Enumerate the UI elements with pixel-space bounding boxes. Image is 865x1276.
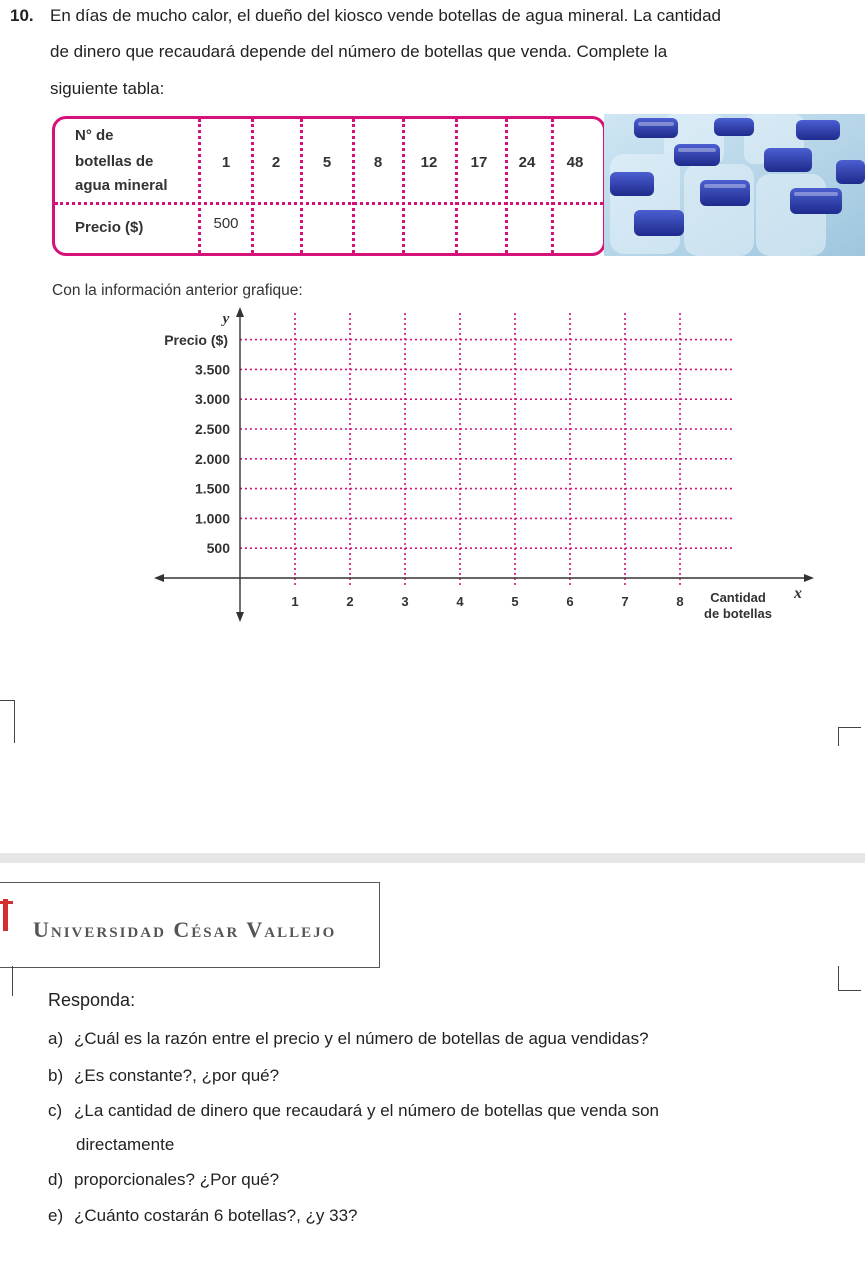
question-c [48,1101,659,1121]
crop-mark [0,966,13,996]
question-text: ¿Cuánto costarán 6 botellas?, ¿y 33? [74,1206,358,1225]
question-d [48,1170,279,1190]
table-col-divider [455,119,458,253]
table-cell-bottles: 48 [566,154,584,171]
question-letter: d) [48,1170,64,1189]
y-tick-label: 3.500 [194,361,230,378]
y-tick-label: 2.500 [194,421,230,437]
water-bottles-photo [604,114,865,256]
table-cell-bottles: 2 [271,154,281,171]
question-letter: e) [48,1206,64,1225]
question-e [48,1206,358,1226]
logo-mark-icon [0,901,13,904]
y-axis-title: Precio ($) [164,332,228,348]
table-col-divider [551,119,554,253]
question-a [48,1029,649,1049]
table-cell-bottles: 24 [518,154,536,171]
y-axis-arrow-down-icon [236,612,244,622]
university-name: Universidad César Vallejo [33,917,337,942]
x-tick-label: 7 [621,594,629,609]
x-tick-label: 5 [511,594,519,609]
table-cell-bottles: 1 [221,154,231,171]
x-tick-label: 2 [346,594,354,609]
question-text: proporcionales? ¿Por qué? [74,1170,280,1189]
y-tick-label: 2.000 [194,450,230,467]
table-col-divider [505,119,508,253]
question-text: ¿Es constante?, ¿por qué? [74,1066,280,1085]
table-col-divider [198,119,201,253]
question-text: ¿Cuál es la razón entre el precio y el número de botellas de agua vendidas? [74,1029,649,1048]
table-cell-bottles: 8 [373,154,383,171]
table-cell-bottles: 17 [470,154,488,171]
x-axis-arrow-right-icon [804,574,814,582]
y-tick-label: 3.000 [194,391,230,408]
problem-number: 10. [10,6,34,25]
question-c-continuation: directamente [76,1135,175,1154]
table-col-divider [402,119,405,253]
x-tick-label: 3 [401,594,409,609]
x-axis-letter: x [794,585,802,602]
x-axis-title-line-1: Cantidad [710,590,766,605]
table-header-line-3: agua mineral [75,177,168,194]
data-table [52,116,606,256]
crop-mark [838,966,861,991]
question-letter: a) [48,1029,64,1048]
x-tick-label: 6 [566,594,574,609]
question-text: ¿La cantidad de dinero que recaudará y el número de botellas que venda son [74,1101,660,1120]
x-axis-title-line-2: de botellas [704,606,772,621]
x-tick-label: 1 [291,594,299,609]
x-tick-label: 8 [676,594,684,609]
crop-mark [838,727,861,746]
table-cell-bottles: 12 [420,154,438,171]
question-letter: b) [48,1066,64,1085]
question-b [48,1066,279,1086]
y-tick-label: 1.500 [194,480,230,497]
problem-line-2: de dinero que recaudará depende del número de botellas que venda. Complete la [50,42,668,61]
y-tick-label: 500 [206,540,230,557]
table-col-divider [300,119,303,253]
y-axis-arrow-up-icon [236,307,244,317]
table-header-line-1: N° de [75,127,114,144]
table-header-price: Precio ($) [75,219,144,236]
table-row-divider [55,202,603,205]
problem-line-3: siguiente tabla: [50,79,165,98]
answers-title: Responda: [48,990,136,1010]
crop-mark [0,700,15,743]
problem-line-1: En días de mucho calor, el dueño del kiosco vende botellas de agua mineral. La cantidad [50,6,722,25]
table-header-line-2: botellas de [75,153,154,170]
table-col-divider [251,119,254,253]
y-tick-label: 1.000 [194,510,230,527]
graph-instruction: Con la información anterior grafique: [52,282,303,299]
university-logo [0,882,380,968]
y-axis-letter: y [222,311,230,327]
table-cell-price: 500 [213,215,239,232]
x-axis-arrow-left-icon [154,574,164,582]
page-separator [0,853,865,863]
price-vs-bottles-graph[interactable] [150,305,830,635]
x-tick-label: 4 [456,594,464,609]
question-letter: c) [48,1101,63,1120]
table-cell-bottles: 5 [322,154,332,171]
table-col-divider [352,119,355,253]
